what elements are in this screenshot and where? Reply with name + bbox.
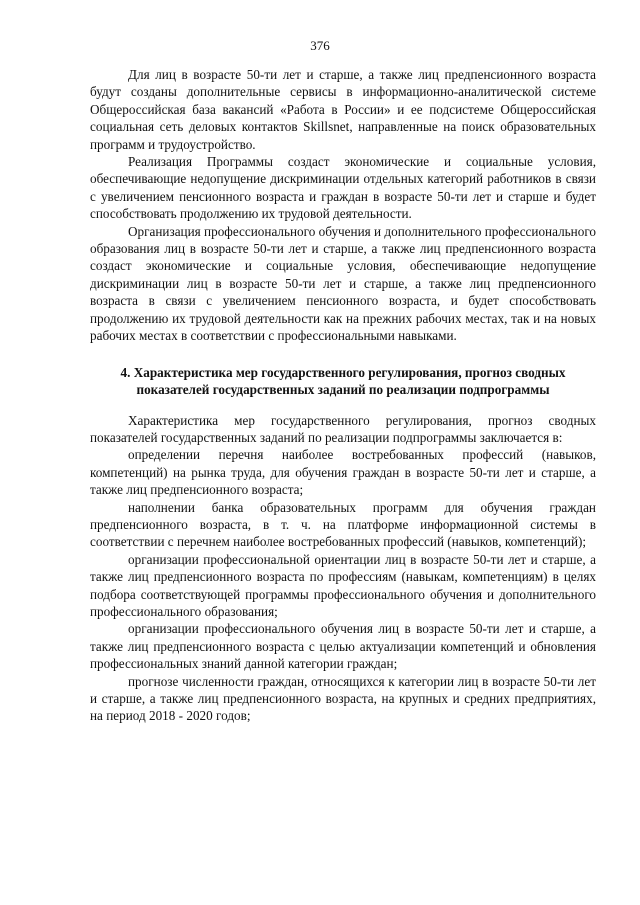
list-paragraph: прогнозе численности граждан, относящихся к категории лиц в возрасте 50-ти лет и старше, а также лиц предпенсионного возраста, на крупных и средних предприятиях, на период 2018 - 2020 годов; — [90, 673, 596, 724]
list-paragraph: организации профессионального обучения лиц в возрасте 50-ти лет и старше, а также лиц предпенсионного возраста с целью актуализации компетенций и обновления профессиональных знаний данной категории граждан; — [90, 621, 596, 672]
list-paragraph: организации профессиональной ориентации лиц в возрасте 50-ти лет и старше, а также лиц предпенсионного возраста по профессиям (навыкам, компетенциям) в целях подбора соответствующей программы профессионального обучения и дополнительного профессионального образования; — [90, 551, 596, 619]
document-body — [90, 66, 596, 725]
paragraph: Организация профессионального обучения и дополнительного профессионального образования лиц в возрасте 50-ти лет и старше, а также лиц предпенсионного возраста создаст экономические и социальные условия, обеспечивающие недопущение дискриминации лиц в возрасте 50-ти лет и старше, а также лиц предпенсионного возраста в связи с увеличением пенсионного возраста, и будет способствовать продолжению их трудовой деятельности как на прежних рабочих местах, так и на новых рабочих местах в соответствии с профессиональными навыками. — [90, 223, 596, 344]
paragraph: Для лиц в возрасте 50-ти лет и старше, а также лиц предпенсионного возраста будут созданы дополнительные сервисы в информационно-аналитической системе Общероссийская база вакансий «Работа в России» и ее подсистеме Общероссийская социальная сеть деловых контактов Skillsnet, направленные на поиск образовательных программ и трудоустройство. — [90, 67, 596, 152]
list-paragraph: определении перечня наиболее востребованных профессий (навыков, компетенций) на рынка труда, для обучения граждан в возрасте 50-ти лет и старше, а также лиц предпенсионного возраста; — [90, 447, 596, 498]
paragraph: Реализация Программы создаст экономические и социальные условия, обеспечивающие недопущение дискриминации отдельных категорий работников в связи с увеличением пенсионного возраста и граждан в возрасте 50-ти лет и старше и будет способствовать продолжению их трудовой деятельности. — [90, 154, 596, 222]
paragraph: Характеристика мер государственного регулирования, прогноз сводных показателей государственных заданий по реализации подпрограммы заключается в: — [90, 412, 596, 445]
list-paragraph: наполнении банка образовательных программ для обучения граждан предпенсионного возраста, в т. ч. на платформе информационной системы в соответствии с перечнем наиболее востребованных профессий (навыков, компетенций); — [90, 499, 596, 550]
page-number: 376 — [310, 38, 330, 53]
section-heading: 4. Характеристика мер государственного регулирования, прогноз сводных показателей государственных заданий по реализации подпрограммы — [120, 364, 566, 397]
